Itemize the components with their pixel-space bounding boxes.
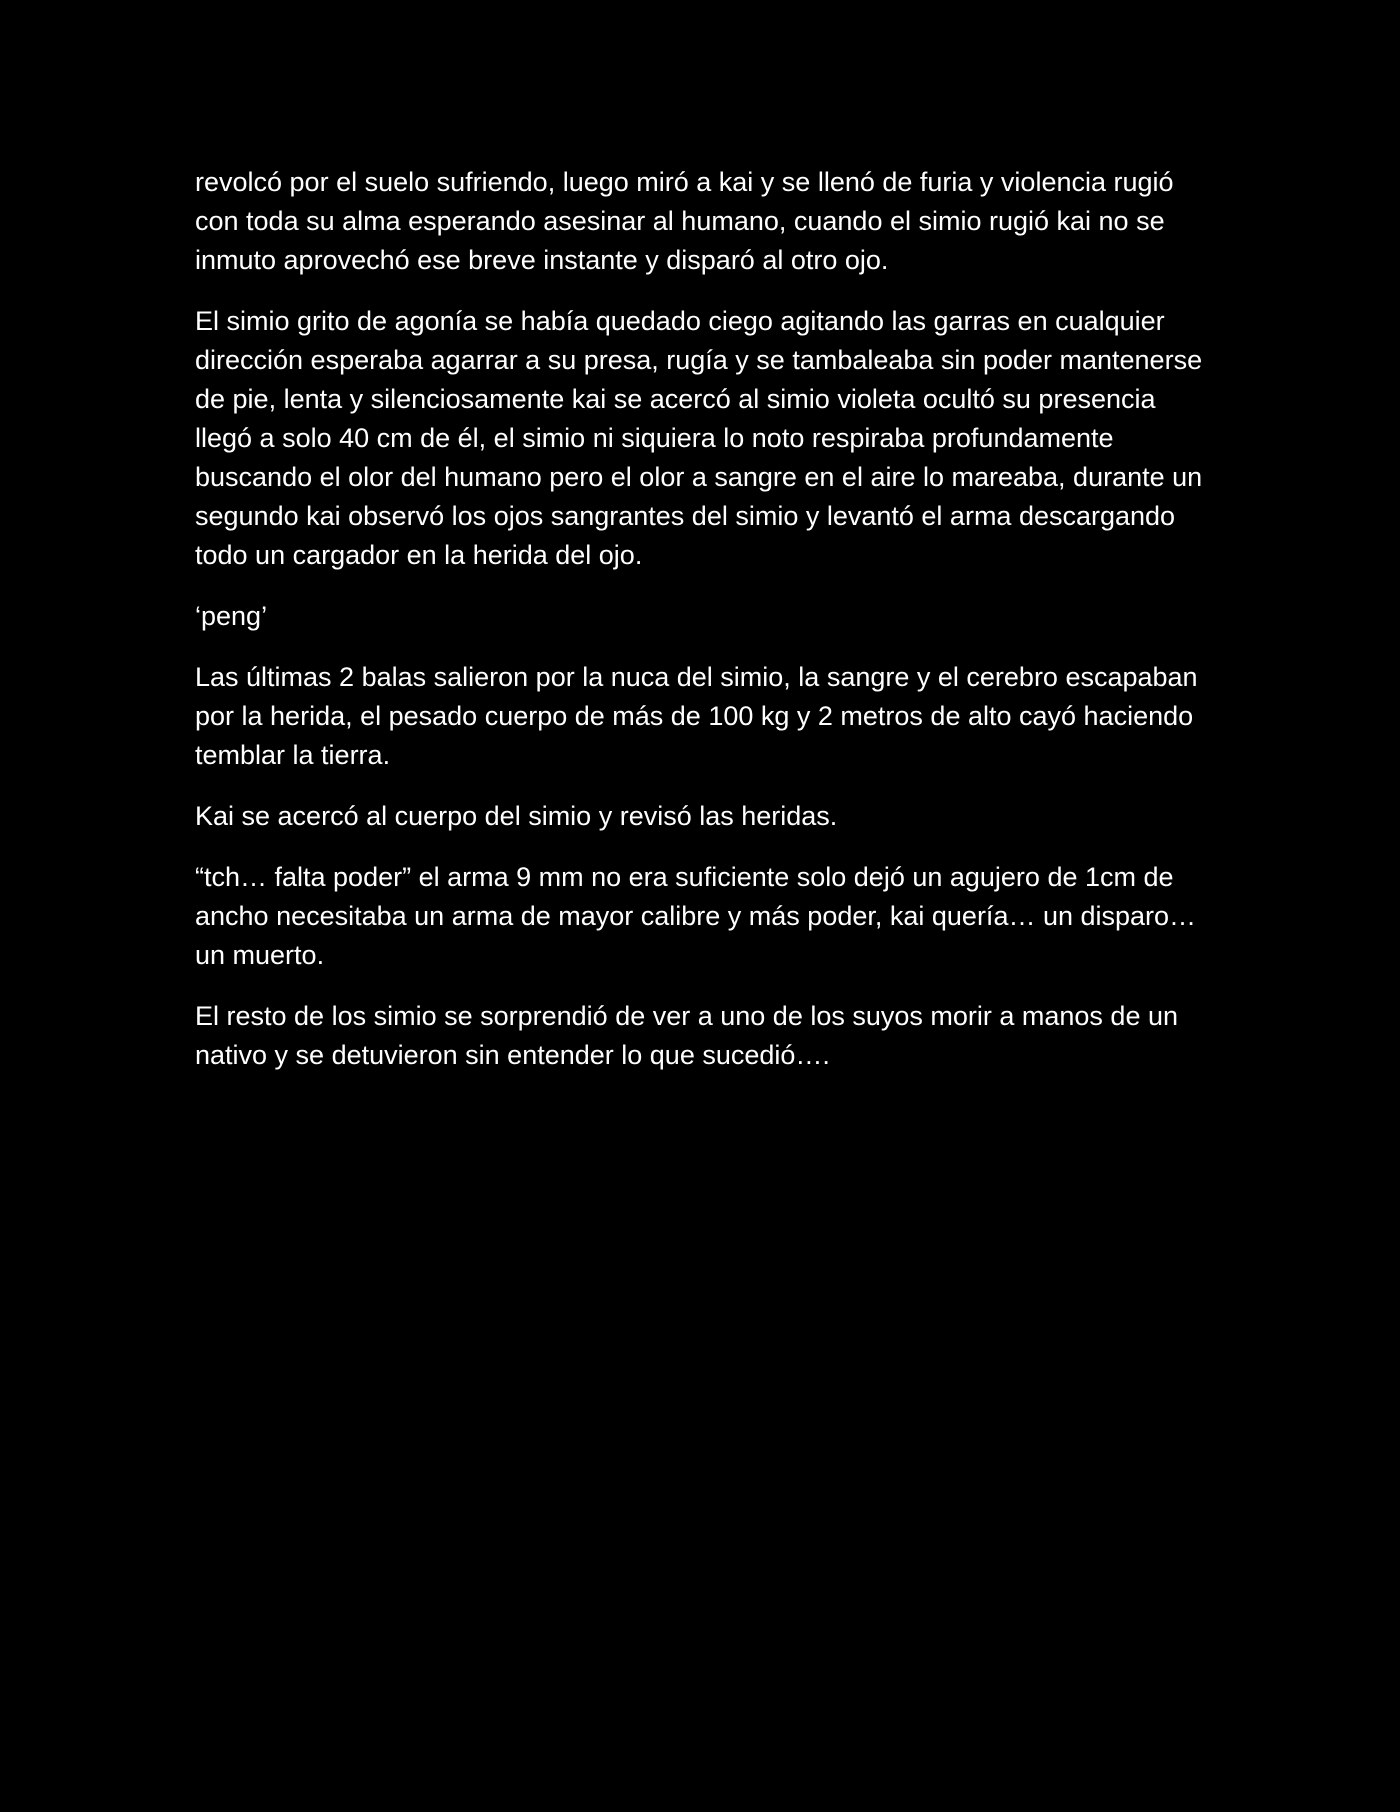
paragraph-1: revolcó por el suelo sufriendo, luego miró a kai y se llenó de furia y violencia rugió con toda su alma esperando asesinar al humano, cuando el simio rugió kai no se inmuto aprovechó ese breve instante y disparó al otro ojo.: [195, 167, 1174, 275]
body-text: [195, 163, 1210, 1097]
paragraph-5: Kai se acercó al cuerpo del simio y revisó las heridas.: [195, 801, 838, 831]
paragraph-7: El resto de los simio se sorprendió de ver a uno de los suyos morir a manos de un nativo y se detuvieron sin entender lo que sucedió….: [195, 1001, 1178, 1070]
paragraph-3: ‘peng’: [195, 601, 268, 631]
paragraph-4: Las últimas 2 balas salieron por la nuca del simio, la sangre y el cerebro escapaban por la herida, el pesado cuerpo de más de 100 kg y 2 metros de alto cayó haciendo temblar la tierra.: [195, 662, 1198, 770]
paragraph-2: El simio grito de agonía se había quedado ciego agitando las garras en cualquier dirección esperaba agarrar a su presa, rugía y se tambaleaba sin poder mantenerse de pie, lenta y silenciosamente kai se acercó al simio violeta ocultó su presencia llegó a solo 40 cm de él, el simio ni siquiera lo noto respiraba profundamente buscando el olor del humano pero el olor a sangre en el aire lo mareaba, durante un segundo kai observó los ojos sangrantes del simio y levantó el arma descargando todo un cargador en la herida del ojo.: [195, 306, 1203, 570]
paragraph-6: “tch… falta poder” el arma 9 mm no era suficiente solo dejó un agujero de 1cm de ancho necesitaba un arma de mayor calibre y más poder, kai quería… un disparo…un muerto.: [195, 862, 1197, 970]
